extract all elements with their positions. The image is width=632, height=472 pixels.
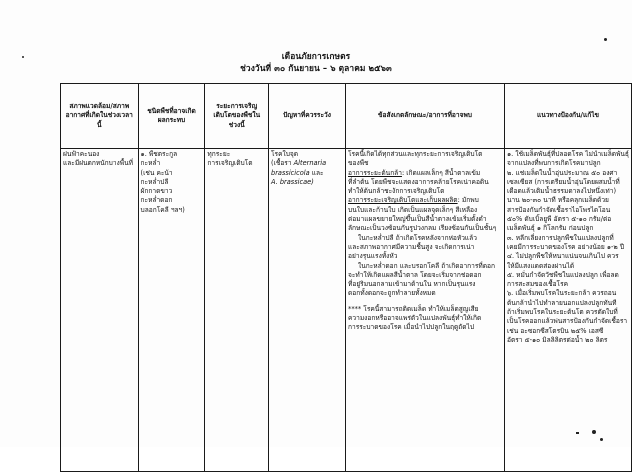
symptoms-cell [346, 149, 505, 472]
seedling-symptom [348, 169, 502, 178]
prevention-line: เคยมีการระบาดของโรค อย่างน้อย ๑-๒ ปี [507, 242, 625, 251]
prevention-line: ถ้าเริ่มพบโรคในระยะต้นโต ควรตัดใบที่ [507, 308, 618, 317]
growth-text: ในกะหล่ำปลี ถ้าเกิดโรคหลังจากห่อหัวแล้ว [358, 233, 477, 242]
prevention-line: ๑. ใช้เมล็ดพันธุ์ที่ปลอดโรค ไม่นำเมล็ดพันธุ์ [507, 150, 629, 158]
stage-line: การเจริญเติบโต [207, 159, 253, 168]
broccoli-text: ที่อยู่ริมนอกลามเข้ามาด้านใน หากเป็นรุนแรง [348, 280, 476, 289]
prevention-line: เมล็ดพันธุ์ ๑ กิโลกรัม ก่อนปลูก [507, 224, 594, 233]
advisory-table [60, 83, 632, 472]
crop-line: กะหล่ำปลี [140, 177, 169, 186]
document-header [0, 50, 632, 74]
problem-cell [269, 149, 346, 472]
prevention-line: ๖. เมื่อเริ่มพบโรคในระยะกล้า ควรถอน [507, 289, 617, 298]
prevention-line: จากแปลงที่พบการเกิดโรคมาปลูก [507, 159, 601, 168]
note-text: การระบาดของโรค เมื่อนำไปปลูกในฤดูถัดไป [348, 323, 475, 332]
crop-line: กะหล่ำดอก [140, 196, 173, 205]
crop-line: ๑. พืชตระกูล [140, 150, 178, 158]
seedling-text: ทำให้ต้นกล้าชะงักการเจริญเติบโต [348, 187, 445, 196]
pathogen-genus: Alternaria [293, 159, 327, 168]
seedling-text: : เกิดแผลเล็กๆ สีน้ำตาลเข้ม [401, 168, 481, 177]
pathogen-species: brassicicola [271, 168, 310, 177]
column-header-condition: สภาพแวดล้อม/สภาพอากาศที่เกิดในช่วงเวลานี้ [61, 84, 139, 149]
symptom-intro: โรคนี้เกิดได้ทุกส่วนและทุกระยะการเจริญเติบโต [348, 150, 483, 158]
prevention-line: ๔. ไม่ปลูกพืชให้หนาแน่นจนเกินไป ควร [507, 252, 619, 261]
stage-cell [205, 149, 269, 472]
crop-line: (เช่น คะน้า [140, 168, 173, 177]
prevention-line: ๓. หลีกเลี่ยงการปลูกพืชในแปลงปลูกที่ [507, 233, 614, 242]
column-header-symptoms: ข้อสังเกตลักษณะ/อาการที่อาจพบ [346, 84, 505, 149]
pathogen-line [271, 169, 343, 178]
scan-mark [604, 38, 607, 41]
pathogen-line [271, 159, 343, 168]
growth-text: ต่อมาแผลขยายใหญ่ขึ้นเป็นสีน้ำตาลเข้มเริ่มตั้งดำ [348, 215, 487, 224]
note-text: **** โรคนี้สามารถติดเมล็ด ทำให้เมล็ดสูญเสีย [348, 304, 479, 313]
column-header-problem: ปัญหาที่ควรระวัง [269, 84, 346, 149]
prevention-line: สารป้องกันกำจัดเชื้อราไอโพรไดโอน [507, 205, 611, 214]
prevention-line: ๕๐% ดับเบิ้ลยูพี อัตรา ๕-๑๐ กรัม/ต่อ [507, 215, 612, 224]
document-title: เดือนภัยการเกษตร [281, 51, 351, 61]
column-header-crops: ชนิดพืชที่อาจเกิดผลกระทบ [138, 84, 205, 149]
prevention-line: เป็นโรคออกแล้วพ่นสารป้องกันกำจัดเชื้อรา [507, 317, 628, 326]
column-header-prevention: แนวทางป้องกัน/แก้ไข [505, 84, 632, 149]
prevention-cell [505, 149, 632, 472]
pathogen-conjunction: และ [311, 168, 324, 177]
column-header-stage: ระยะการเจริญเติบโตของพืชในช่วงนี้ [205, 84, 269, 149]
seedling-label: อาการระยะต้นกล้า [348, 168, 402, 177]
crop-line: กะหล่ำ [140, 159, 161, 168]
symptom-intro: ของพืช [348, 159, 369, 168]
prevention-line: การสะสมของเชื้อโรค [507, 280, 569, 289]
condition-line: และมีฝนตกหนักบางพื้นที่ [63, 159, 133, 168]
broccoli-text: จะทำให้เกิดแผลสีน้ำตาล โดยจะเริ่มจากช่อดอก [348, 270, 482, 279]
growth-text: บนใบและก้านใบ เกิดเป็นแผลจุดเล็กๆ สีเหลือง [348, 205, 478, 214]
prevention-line: ต้นกล้านำไปทำลายนอกแปลงปลูกทันที [507, 298, 617, 307]
broccoli-text: ดอกทั้งดอกจะถูกทำลายทั้งหมด [348, 289, 436, 298]
condition-line: ฝนฟ้าคะนอง [63, 150, 100, 158]
prevention-line: ให้มีแสงแดดส่องผ่านได้ [507, 261, 575, 270]
crops-cell [138, 149, 205, 472]
growth-text: ลักษณะเป็นวงซ้อนกันรูปวงกลม เรียงซ้อนกันเป็นชั้นๆ [348, 224, 497, 233]
stage-line: ทุกระยะ [207, 150, 231, 158]
pathogen-species-2: A. brassicae) [271, 177, 314, 186]
problem-name: โรคใบจุด [271, 150, 299, 158]
prevention-line: เช่น อะซอกซีสโตรบิน ๒๕% เอสซี [507, 326, 604, 335]
condition-cell [61, 149, 139, 472]
prevention-line: เซลเซียส (การเตรียมน้ำอุ่นโดยผสมน้ำที่ [507, 177, 620, 186]
broccoli-text: ในกะหล่ำดอก และบรอกโคลี ถ้าเกิดอาการที่ดอก [358, 261, 496, 270]
seedling-text: ที่ลำต้น โดยพืชจะแสดงอาการคล้ายโรคเน่าคอดิน [348, 177, 489, 186]
pathogen-prefix: (เชื้อรา [271, 159, 292, 168]
growth-text: : มักพบ [457, 196, 479, 205]
crop-line: บลอกโคลี ฯลฯ) [140, 205, 185, 214]
document-period: ช่วงวันที่ ๓๐ กันยายน – ๖ ตุลาคม ๒๕๖๓ [240, 63, 392, 73]
prevention-line: เดือดแล้วเติมน้ำธรรมดาลงไปหนึ่งเท่า) [507, 187, 617, 196]
prevention-line: ๕. หมั่นกำจัดวัชพืชในแปลงปลูก เพื่อลด [507, 270, 619, 279]
growth-symptom [348, 196, 502, 205]
prevention-line: อัตรา ๕-๑๐ มิลลิลิตรต่อน้ำ ๒๐ ลิตร [507, 335, 608, 344]
growth-text: อย่างรุนแรงทั้งหัว [348, 252, 398, 261]
growth-label: อาการระยะเจริญเติบโตและเก็บผลผลิต [348, 196, 458, 205]
crop-line: ผักกาดขาว [140, 187, 173, 196]
note-text: ความงอกหรืออาจแพร่ตัวในแปลงพันธุ์ทำให้เกิด [348, 314, 482, 323]
prevention-line: ๒. แช่เมล็ดในน้ำอุ่นประมาณ ๕๐ องศา [507, 168, 618, 177]
table-header-row [61, 84, 632, 149]
growth-text: และสภาพอากาศมีความชื้นสูง จะเกิดการเน่า [348, 242, 475, 251]
prevention-line: นาน ๒๐-๓๐ นาที หรือคลุกเมล็ดด้วย [507, 196, 609, 205]
table-row [61, 149, 632, 472]
